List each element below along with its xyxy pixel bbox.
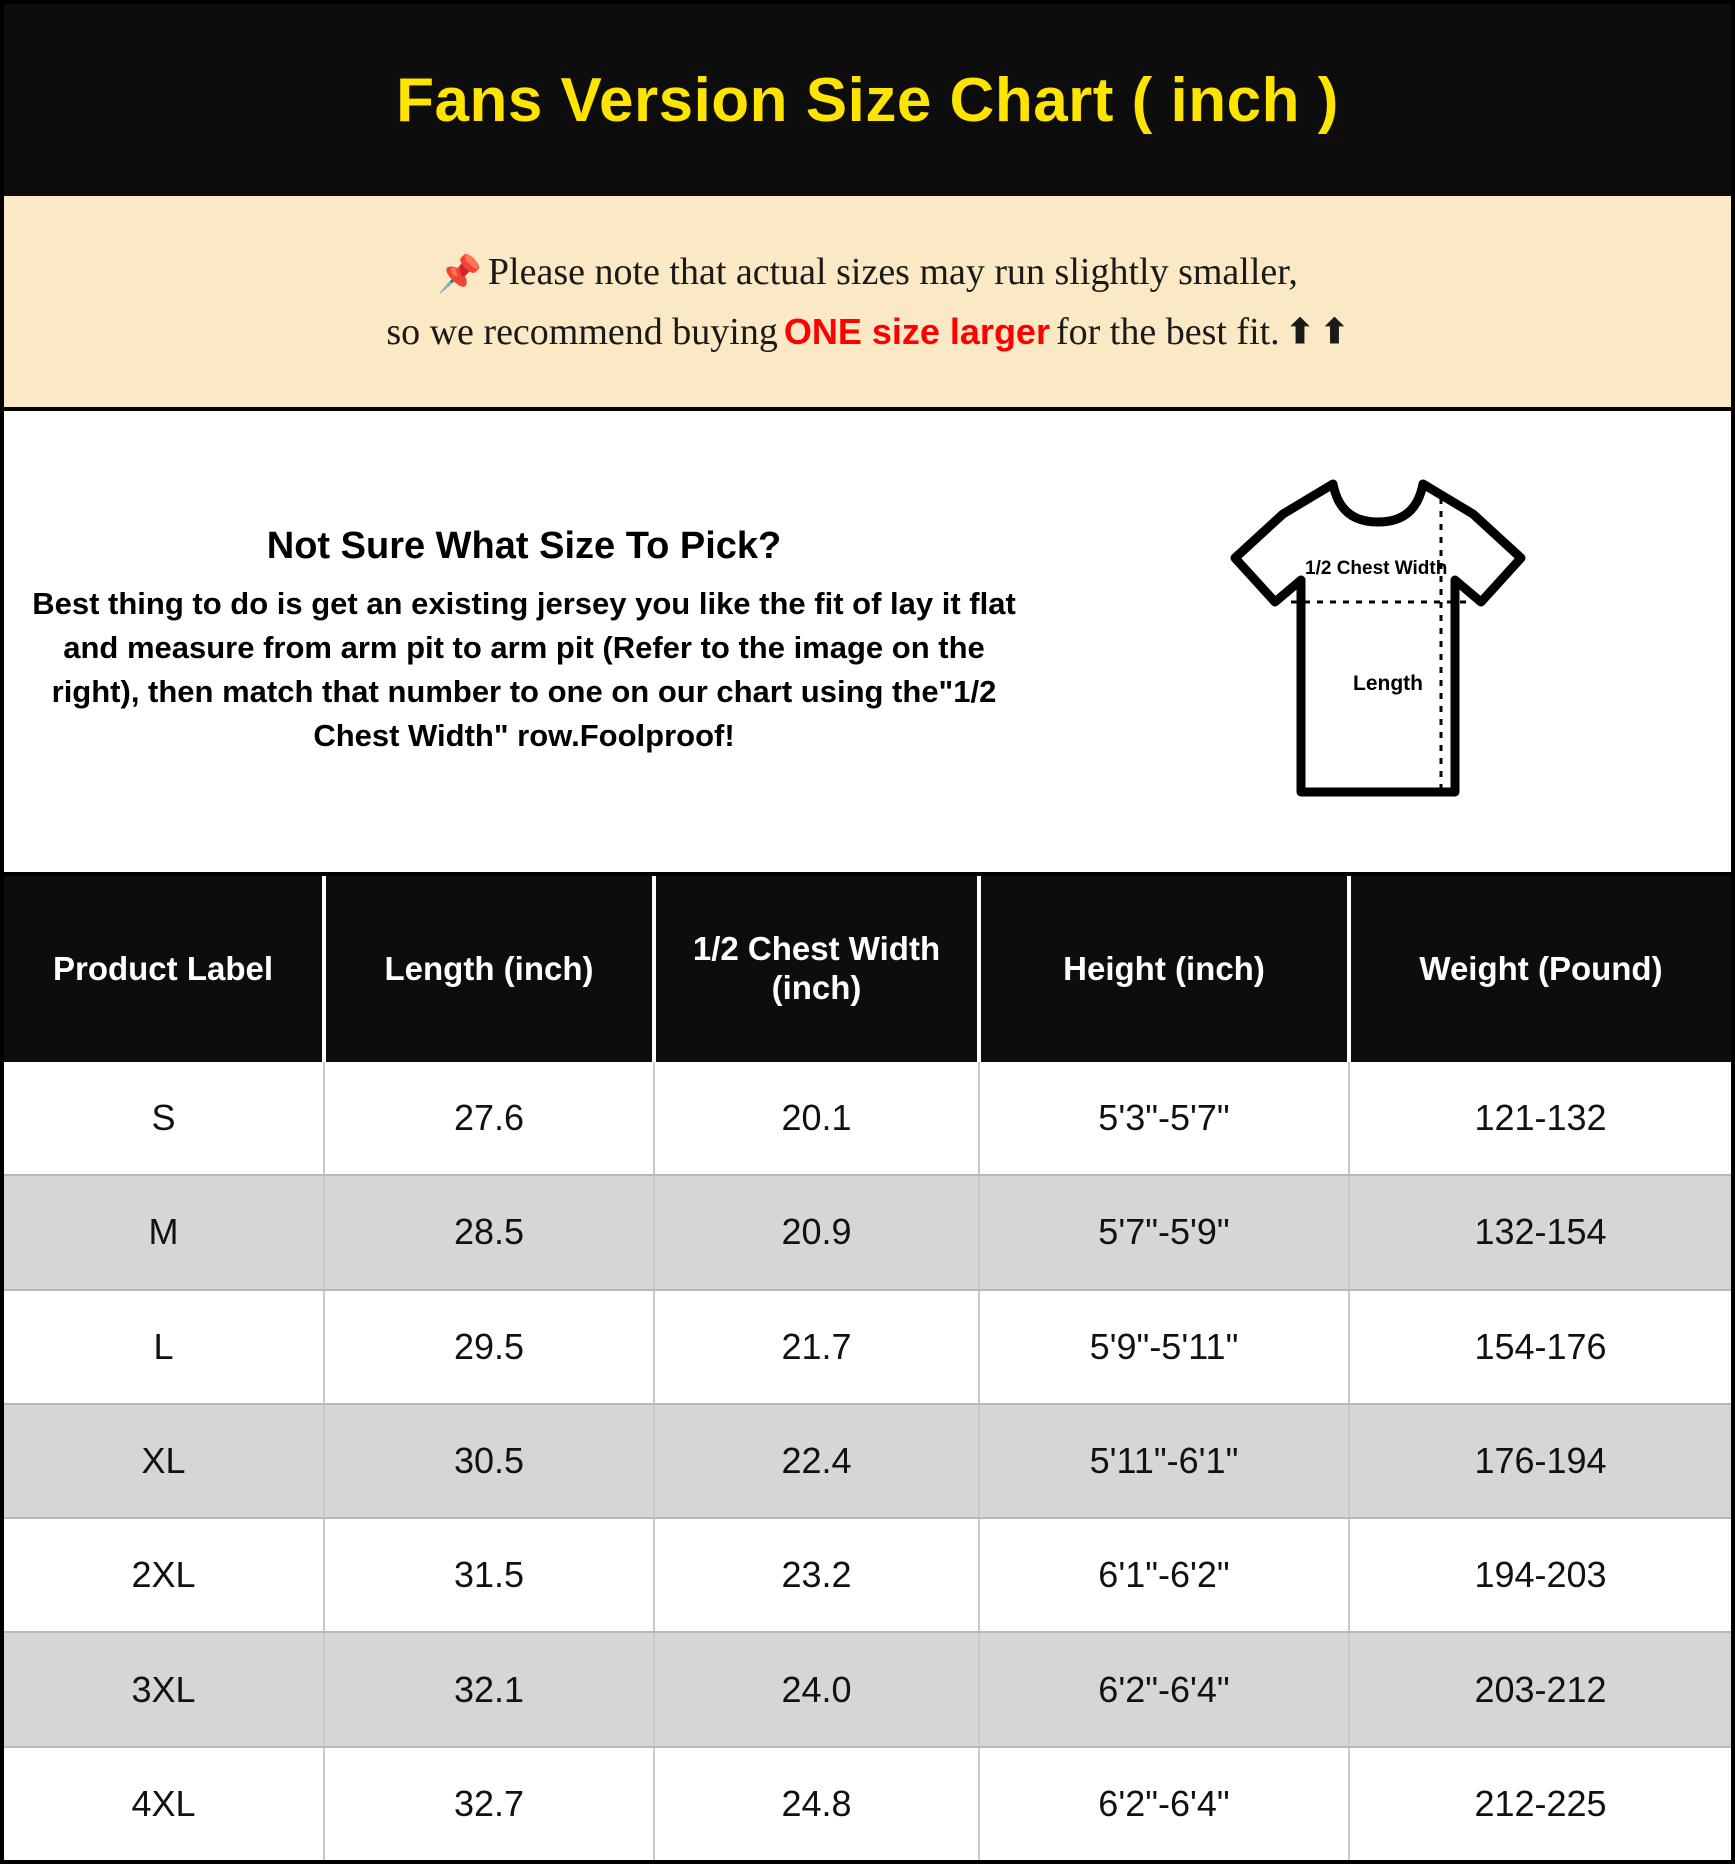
- cell-height: 6'1"-6'2": [979, 1518, 1349, 1632]
- cell-chest-width: 24.0: [654, 1632, 979, 1746]
- cell-length: 32.7: [324, 1747, 654, 1860]
- cell-size: L: [4, 1290, 324, 1404]
- cell-size: 4XL: [4, 1747, 324, 1860]
- table-row: [4, 1632, 1731, 1746]
- note-line-1: [437, 250, 1298, 294]
- info-section: [4, 411, 1731, 876]
- header-banner: [4, 4, 1731, 196]
- cell-weight: 154-176: [1349, 1290, 1731, 1404]
- cell-length: 27.6: [324, 1062, 654, 1175]
- table-row: [4, 1290, 1731, 1404]
- arrow-up-icon-1: ⬆: [1285, 313, 1315, 351]
- note-highlight: ONE size larger: [783, 310, 1050, 352]
- cell-chest-width: 20.1: [654, 1062, 979, 1175]
- cell-height: 6'2"-6'4": [979, 1632, 1349, 1746]
- cell-weight: 176-194: [1349, 1404, 1731, 1518]
- table-row: [4, 1062, 1731, 1175]
- cell-length: 32.1: [324, 1632, 654, 1746]
- note-banner: [4, 196, 1731, 411]
- cell-size: M: [4, 1175, 324, 1289]
- note-line-2: [386, 310, 1348, 354]
- note-text-2-after: for the best fit.: [1055, 310, 1280, 353]
- cell-size: 2XL: [4, 1518, 324, 1632]
- cell-height: 5'3"-5'7": [979, 1062, 1349, 1175]
- info-body: Best thing to do is get an existing jersey you like the fit of lay it flat and measure from arm pit to arm pit (Refer to the image on the right), then match that number to one on our chart using the"1/2 Chest Width" row.Foolproof!: [32, 585, 1016, 754]
- column-header-chest-width: 1/2 Chest Width (inch): [654, 876, 979, 1062]
- cell-chest-width: 22.4: [654, 1404, 979, 1518]
- cell-weight: 132-154: [1349, 1175, 1731, 1289]
- cell-chest-width: 20.9: [654, 1175, 979, 1289]
- tshirt-diagram-icon: [1213, 462, 1543, 822]
- tshirt-diagram: [1040, 462, 1715, 822]
- column-header-length: Length (inch): [324, 876, 654, 1062]
- cell-height: 5'7"-5'9": [979, 1175, 1349, 1289]
- cell-height: 5'11"-6'1": [979, 1404, 1349, 1518]
- cell-chest-width: 23.2: [654, 1518, 979, 1632]
- cell-size: S: [4, 1062, 324, 1175]
- cell-size: XL: [4, 1404, 324, 1518]
- cell-chest-width: 24.8: [654, 1747, 979, 1860]
- table-row: [4, 1747, 1731, 1860]
- cell-height: 6'2"-6'4": [979, 1747, 1349, 1860]
- column-header-height: Height (inch): [979, 876, 1349, 1062]
- cell-length: 28.5: [324, 1175, 654, 1289]
- size-table: [4, 876, 1731, 1860]
- cell-weight: 203-212: [1349, 1632, 1731, 1746]
- chest-width-label: 1/2 Chest Width: [1304, 557, 1447, 579]
- table-header-row: [4, 876, 1731, 1062]
- size-table-wrap: [4, 876, 1731, 1860]
- cell-length: 31.5: [324, 1518, 654, 1632]
- cell-weight: 212-225: [1349, 1747, 1731, 1860]
- cell-length: 29.5: [324, 1290, 654, 1404]
- arrow-up-icon-2: ⬆: [1320, 313, 1349, 351]
- cell-chest-width: 21.7: [654, 1290, 979, 1404]
- cell-size: 3XL: [4, 1632, 324, 1746]
- column-header-weight: Weight (Pound): [1349, 876, 1731, 1062]
- cell-length: 30.5: [324, 1404, 654, 1518]
- length-label: Length: [1352, 671, 1423, 695]
- cell-weight: 194-203: [1349, 1518, 1731, 1632]
- pushpin-icon: 📌: [437, 253, 482, 294]
- column-header-product-label: Product Label: [4, 876, 324, 1062]
- note-text-2-before: so we recommend buying: [386, 310, 778, 353]
- info-heading: Not Sure What Size To Pick?: [266, 524, 782, 567]
- table-row: [4, 1404, 1731, 1518]
- page-title: Fans Version Size Chart ( inch ): [396, 65, 1339, 135]
- info-text-block: [20, 525, 1040, 758]
- note-text-1: Please note that actual sizes may run slightly smaller,: [487, 250, 1298, 293]
- table-row: [4, 1518, 1731, 1632]
- cell-height: 5'9"-5'11": [979, 1290, 1349, 1404]
- cell-weight: 121-132: [1349, 1062, 1731, 1175]
- table-row: [4, 1175, 1731, 1289]
